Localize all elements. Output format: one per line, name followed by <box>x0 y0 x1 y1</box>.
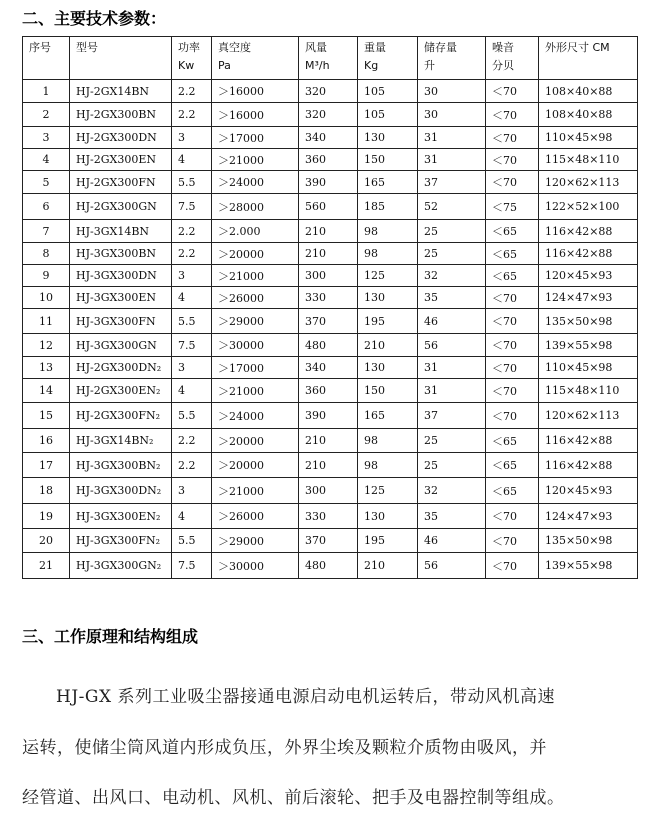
table-cell: HJ-3GX300EN <box>70 287 172 309</box>
table-cell: HJ-3GX300FN₂ <box>70 529 172 553</box>
table-cell: 21 <box>23 553 70 579</box>
column-header <box>23 37 70 80</box>
table-cell: 32 <box>418 265 486 287</box>
table-cell: ＜65 <box>486 220 539 243</box>
table-cell: ＞24000 <box>212 171 299 194</box>
table-cell: 7 <box>23 220 70 243</box>
table-cell: 120×45×93 <box>539 478 638 504</box>
table-cell: 560 <box>299 194 358 220</box>
table-cell: 37 <box>418 171 486 194</box>
table-cell: ＜70 <box>486 403 539 429</box>
table-cell: HJ-3GX300DN₂ <box>70 478 172 504</box>
table-cell: 5.5 <box>172 403 212 429</box>
table-cell: ＜75 <box>486 194 539 220</box>
section-heading-technical-parameters: 二、主要技术参数： <box>22 9 167 28</box>
table-cell: HJ-2GX300EN <box>70 149 172 171</box>
column-header-unit: M³/h <box>305 59 330 72</box>
table-cell: 300 <box>299 478 358 504</box>
table-cell: ＞21000 <box>212 149 299 171</box>
table-cell: 130 <box>358 504 418 529</box>
table-cell: 17 <box>23 453 70 478</box>
table-cell: 370 <box>299 309 358 334</box>
column-header-label: 储存量 <box>424 41 457 54</box>
section-heading-working-principle: 三、工作原理和结构组成 <box>22 627 199 646</box>
column-header-unit: 升 <box>424 59 435 72</box>
table-cell: 35 <box>418 504 486 529</box>
table-cell: HJ-3GX14BN₂ <box>70 429 172 453</box>
table-cell: ＞29000 <box>212 309 299 334</box>
table-cell: 360 <box>299 149 358 171</box>
table-cell: 185 <box>358 194 418 220</box>
table-cell: 165 <box>358 403 418 429</box>
table-cell: HJ-2GX300EN₂ <box>70 379 172 403</box>
table-cell: ＞21000 <box>212 265 299 287</box>
table-cell: ＞29000 <box>212 529 299 553</box>
table-cell: ＞30000 <box>212 334 299 357</box>
column-header <box>70 37 172 80</box>
column-header-label: 外形尺寸 CM <box>545 41 610 54</box>
table-cell: 139×55×98 <box>539 334 638 357</box>
table-cell: 480 <box>299 334 358 357</box>
table-cell: 46 <box>418 529 486 553</box>
table-row <box>23 309 638 334</box>
table-cell: ＞24000 <box>212 403 299 429</box>
table-cell: 125 <box>358 478 418 504</box>
table-cell: 2.2 <box>172 103 212 127</box>
table-cell: 19 <box>23 504 70 529</box>
table-cell: 480 <box>299 553 358 579</box>
table-cell: 210 <box>299 243 358 265</box>
table-cell: HJ-3GX300GN <box>70 334 172 357</box>
table-cell: 130 <box>358 127 418 149</box>
table-cell: 3 <box>23 127 70 149</box>
table-cell: HJ-2GX300DN₂ <box>70 357 172 379</box>
table-cell: ＞16000 <box>212 103 299 127</box>
table-row <box>23 80 638 103</box>
table-row <box>23 265 638 287</box>
table-cell: 390 <box>299 171 358 194</box>
table-cell: ＞28000 <box>212 194 299 220</box>
table-cell: ＜70 <box>486 171 539 194</box>
table-cell: 1 <box>23 80 70 103</box>
table-cell: 105 <box>358 80 418 103</box>
table-cell: ＞2.000 <box>212 220 299 243</box>
paragraph-line-2: 运转，使储尘筒风道内形成负压，外界尘埃及颗粒介质物由吸风，并 <box>22 738 547 758</box>
table-cell: ＞20000 <box>212 453 299 478</box>
table-cell: 8 <box>23 243 70 265</box>
table-cell: ＞16000 <box>212 80 299 103</box>
table-cell: 330 <box>299 504 358 529</box>
table-cell: 56 <box>418 553 486 579</box>
table-cell: 108×40×88 <box>539 80 638 103</box>
table-cell: 98 <box>358 243 418 265</box>
column-header-unit: 分贝 <box>492 59 514 72</box>
table-row <box>23 171 638 194</box>
table-cell: ＞30000 <box>212 553 299 579</box>
column-header <box>358 37 418 80</box>
table-cell: 195 <box>358 529 418 553</box>
table-row <box>23 127 638 149</box>
table-cell: 3 <box>172 357 212 379</box>
table-cell: 98 <box>358 429 418 453</box>
table-cell: ＜70 <box>486 149 539 171</box>
table-cell: 130 <box>358 357 418 379</box>
column-header-label: 真空度 <box>218 41 251 54</box>
paragraph-line-1: HJ-GX 系列工业吸尘器接通电源启动电机运转后，带动风机高速 <box>56 687 555 707</box>
table-cell: 7.5 <box>172 553 212 579</box>
table-cell: 330 <box>299 287 358 309</box>
table-cell: 2.2 <box>172 220 212 243</box>
table-cell: HJ-2GX300BN <box>70 103 172 127</box>
table-row <box>23 504 638 529</box>
table-row <box>23 357 638 379</box>
table-cell: ＜70 <box>486 504 539 529</box>
table-cell: 120×62×113 <box>539 403 638 429</box>
table-cell: 18 <box>23 478 70 504</box>
table-cell: 30 <box>418 80 486 103</box>
table-cell: 135×50×98 <box>539 529 638 553</box>
table-cell: 13 <box>23 357 70 379</box>
table-cell: HJ-2GX300DN <box>70 127 172 149</box>
table-cell: 2.2 <box>172 243 212 265</box>
table-cell: HJ-3GX300BN <box>70 243 172 265</box>
table-cell: HJ-3GX14BN <box>70 220 172 243</box>
table-cell: 2 <box>23 103 70 127</box>
table-cell: 195 <box>358 309 418 334</box>
table-body <box>23 80 638 579</box>
table-cell: ＞26000 <box>212 287 299 309</box>
spec-table <box>22 36 638 579</box>
table-cell: 120×62×113 <box>539 171 638 194</box>
table-cell: 3 <box>172 478 212 504</box>
table-cell: ＜70 <box>486 287 539 309</box>
table-cell: 31 <box>418 127 486 149</box>
table-cell: 3 <box>172 265 212 287</box>
table-cell: ＜70 <box>486 357 539 379</box>
table-cell: 150 <box>358 379 418 403</box>
table-cell: 16 <box>23 429 70 453</box>
table-cell: ＞21000 <box>212 478 299 504</box>
table-row <box>23 287 638 309</box>
table-row <box>23 149 638 171</box>
table-row <box>23 453 638 478</box>
table-row <box>23 553 638 579</box>
table-cell: 32 <box>418 478 486 504</box>
table-row <box>23 194 638 220</box>
table-cell: 14 <box>23 379 70 403</box>
table-cell: ＞20000 <box>212 243 299 265</box>
table-cell: HJ-2GX300GN <box>70 194 172 220</box>
column-header <box>299 37 358 80</box>
table-cell: ＜70 <box>486 529 539 553</box>
table-cell: 52 <box>418 194 486 220</box>
table-cell: HJ-2GX300FN <box>70 171 172 194</box>
table-cell: ＞20000 <box>212 429 299 453</box>
table-cell: ＜70 <box>486 309 539 334</box>
column-header-unit: Kg <box>364 59 379 72</box>
table-row <box>23 403 638 429</box>
table-row <box>23 243 638 265</box>
table-cell: HJ-3GX300GN₂ <box>70 553 172 579</box>
table-cell: 31 <box>418 149 486 171</box>
column-header <box>418 37 486 80</box>
table-cell: ＜70 <box>486 334 539 357</box>
table-cell: 6 <box>23 194 70 220</box>
table-row <box>23 478 638 504</box>
table-cell: HJ-2GX14BN <box>70 80 172 103</box>
table-cell: 12 <box>23 334 70 357</box>
table-cell: 2.2 <box>172 429 212 453</box>
table-cell: 98 <box>358 453 418 478</box>
table-cell: ＜65 <box>486 478 539 504</box>
column-header-label: 噪音 <box>492 41 514 54</box>
table-cell: 20 <box>23 529 70 553</box>
table-cell: 370 <box>299 529 358 553</box>
table-cell: ＜70 <box>486 553 539 579</box>
column-header <box>486 37 539 80</box>
table-cell: 150 <box>358 149 418 171</box>
table-cell: ＜65 <box>486 243 539 265</box>
table-cell: 340 <box>299 127 358 149</box>
table-cell: 360 <box>299 379 358 403</box>
table-cell: 108×40×88 <box>539 103 638 127</box>
table-cell: 210 <box>299 220 358 243</box>
column-header <box>212 37 299 80</box>
table-cell: 25 <box>418 429 486 453</box>
table-cell: ＞17000 <box>212 127 299 149</box>
table-cell: ＜65 <box>486 265 539 287</box>
table-cell: 98 <box>358 220 418 243</box>
table-cell: ＞21000 <box>212 379 299 403</box>
table-cell: HJ-3GX300FN <box>70 309 172 334</box>
table-cell: 4 <box>172 287 212 309</box>
table-cell: 4 <box>172 504 212 529</box>
table-cell: 135×50×98 <box>539 309 638 334</box>
table-cell: 35 <box>418 287 486 309</box>
table-cell: 139×55×98 <box>539 553 638 579</box>
table-row <box>23 379 638 403</box>
table-cell: 56 <box>418 334 486 357</box>
paragraph-line-3: 经管道、出风口、电动机、风机、前后滚轮、把手及电器控制等组成。 <box>22 788 565 808</box>
table-cell: 116×42×88 <box>539 453 638 478</box>
table-cell: 110×45×98 <box>539 357 638 379</box>
table-cell: 390 <box>299 403 358 429</box>
table-row <box>23 103 638 127</box>
column-header <box>172 37 212 80</box>
table-cell: 340 <box>299 357 358 379</box>
table-cell: 5.5 <box>172 171 212 194</box>
table-cell: 115×48×110 <box>539 379 638 403</box>
column-header-label: 功率 <box>178 41 200 54</box>
table-cell: 300 <box>299 265 358 287</box>
table-cell: 5.5 <box>172 309 212 334</box>
table-cell: 30 <box>418 103 486 127</box>
table-cell: 320 <box>299 80 358 103</box>
table-cell: 105 <box>358 103 418 127</box>
table-cell: 4 <box>172 149 212 171</box>
column-header-label: 型号 <box>76 41 98 54</box>
table-cell: 31 <box>418 379 486 403</box>
table-cell: 165 <box>358 171 418 194</box>
table-cell: 25 <box>418 453 486 478</box>
table-cell: 116×42×88 <box>539 220 638 243</box>
table-cell: 116×42×88 <box>539 243 638 265</box>
table-cell: HJ-3GX300DN <box>70 265 172 287</box>
table-row <box>23 529 638 553</box>
table-cell: 110×45×98 <box>539 127 638 149</box>
table-cell: 210 <box>299 429 358 453</box>
table-cell: 7.5 <box>172 334 212 357</box>
column-header-unit: Kw <box>178 59 195 72</box>
table-cell: 31 <box>418 357 486 379</box>
table-cell: 25 <box>418 243 486 265</box>
table-cell: ＞17000 <box>212 357 299 379</box>
table-cell: 2.2 <box>172 453 212 478</box>
table-cell: 115×48×110 <box>539 149 638 171</box>
table-cell: HJ-3GX300BN₂ <box>70 453 172 478</box>
table-cell: 125 <box>358 265 418 287</box>
table-cell: 124×47×93 <box>539 287 638 309</box>
table-cell: 116×42×88 <box>539 429 638 453</box>
table-cell: 130 <box>358 287 418 309</box>
table-cell: ＜65 <box>486 453 539 478</box>
table-cell: 5 <box>23 171 70 194</box>
table-cell: 124×47×93 <box>539 504 638 529</box>
table-row <box>23 429 638 453</box>
table-cell: 37 <box>418 403 486 429</box>
table-cell: 7.5 <box>172 194 212 220</box>
table-cell: ＜65 <box>486 429 539 453</box>
table-cell: 5.5 <box>172 529 212 553</box>
table-row <box>23 334 638 357</box>
table-cell: ＜70 <box>486 127 539 149</box>
table-cell: 210 <box>299 453 358 478</box>
table-cell: 210 <box>358 553 418 579</box>
table-row <box>23 220 638 243</box>
table-cell: ＜70 <box>486 80 539 103</box>
table-cell: 46 <box>418 309 486 334</box>
table-cell: 11 <box>23 309 70 334</box>
table-cell: 15 <box>23 403 70 429</box>
table-cell: 4 <box>172 379 212 403</box>
table-cell: 320 <box>299 103 358 127</box>
column-header-label: 重量 <box>364 41 386 54</box>
table-cell: 210 <box>358 334 418 357</box>
table-header-row <box>23 37 638 80</box>
table-cell: 25 <box>418 220 486 243</box>
table-cell: 2.2 <box>172 80 212 103</box>
table-cell: ＞26000 <box>212 504 299 529</box>
table-cell: 120×45×93 <box>539 265 638 287</box>
table-cell: HJ-2GX300FN₂ <box>70 403 172 429</box>
table-cell: ＜70 <box>486 103 539 127</box>
column-header-label: 序号 <box>29 41 51 54</box>
table-cell: 3 <box>172 127 212 149</box>
table-cell: 122×52×100 <box>539 194 638 220</box>
table-cell: 4 <box>23 149 70 171</box>
table-cell: 10 <box>23 287 70 309</box>
column-header <box>539 37 638 80</box>
table-cell: HJ-3GX300EN₂ <box>70 504 172 529</box>
column-header-label: 风量 <box>305 41 327 54</box>
table-cell: ＜70 <box>486 379 539 403</box>
column-header-unit: Pa <box>218 59 231 72</box>
table-cell: 9 <box>23 265 70 287</box>
